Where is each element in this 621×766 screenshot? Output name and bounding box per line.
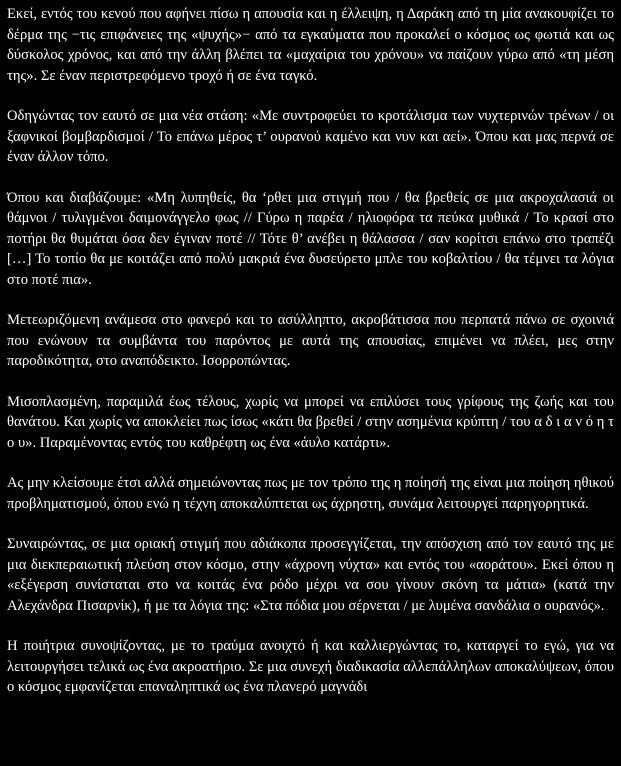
paragraph-2: Οδηγώντας τον εαυτό σε μια νέα στάση: «Με συντροφεύει το κροτάλισμα των νυχτερινών τρένων / οι ξαφνικοί βομβαρδισμοί / Το επάνω μέρος τ’ ουρανού καμένο και νυν και αεί». Όπου και μας περνά σε έναν άλλον τόπο. [7,108,614,165]
paragraph-3: Όπου και διαβάζουμε: «Μη λυπηθείς, θα ‘ρθει μια στιγμή που / θα βρεθείς σε μια ακροχαλασιά οι θάμνοι / τυλιγμένοι δαιμονάγγελο φως // Γύρω η παρέα / ηλιοφόρα τα πεύκα μυθικά / Το κρασί στο ποτήρι θα θυμάται όσα δεν έγιναν ποτέ // Τότε θ’ ανέβει η θάλασσα / σαν κορίτσι επάνω στο τραπέζι […] Το τοπίο θα με κοιτάζει από πολύ μακριά ένα δυσεύρετο μπλε του κοβαλτίου / θα τέμνει τα λόγια στο ποτέ πια». [7,189,614,288]
paragraph-7: Συναιρώντας, σε μια οριακή στιγμή που αδιάκοπα προσεγγίζεται, την απόσχιση από τον εαυτό της με μια διεκπεραιωτική πλεύση στον κόσμο, στην «άχρονη νύχτα» και εντός του «αοράτου». Εκεί όπου η «εξέγερση συνίσταται στο να κοιτάς ένα ρόδο μέχρι να σου γίνουν σκόνη τα μάτια» (κατά την Αλεχάνδρα Πισαρνίκ), ή με τα λόγια της: «Στα πόδια μου σέρνεται / με λυμένα σανδάλια ο ουρανός». [7,536,614,614]
paragraph-5: Μισοπλασμένη, παραμιλά έως τέλους, χωρίς να μπορεί να επιλύσει τους γρίφους της ζωής και του θανάτου. Και χωρίς να αποκλείει πως ίσως «κάτι θα βρεθεί / στην ασημένια κρύπτη / του α δ ι α ν ό η τ ο υ». Παραμένοντας εντός του καθρέφτη ως ένα «άυλο κατάρτι». [7,393,614,451]
paragraph-8: Η ποιήτρια συνοψίζοντας, με το τραύμα ανοιχτό ή και καλλιεργώντας το, καταργεί το εγώ, για να λειτουργήσει τελικά ως ένα ακροατήριο. Σε μια συνεχή διαδικασία αλλεπάλληλων αποκαλύψεων, όπου ο κόσμος εμφανίζεται επαναληπτικά ως ένα πλανερό μαγνάδι [7,638,614,695]
paragraph-6: Ας μην κλείσουμε έτσι αλλά σημειώνοντας πως με τον τρόπο της η ποίησή της είναι μια ποίηση ηθικού προβληματισμού, όπου ενώ η τέχνη αποκαλύπτεται ως άχρηστη, συνάμα λειτουργεί παρηγορητικά. [7,475,614,512]
paragraph-1: Εκεί, εντός του κενού που αφήνει πίσω η απουσία και η έλλειψη, η Δαράκη από τη μία ανακουφίζει το δέρμα της −τις επιφάνειες της «ψυχής»− από τα εγκαύματα που προκαλεί ο κόσμος ως φωτιά και ως δύσκολος χρόνος, και από την άλλη βλέπει τα «μαχαίρια του χρόνου» να παίζουν γύρω από «τη μέση της». Σε έναν περιστρεφόμενο τροχό ή σε ένα ταγκό. [7,6,614,84]
paragraph-4: Μετεωριζόμενη ανάμεσα στο φανερό και το ασύλληπτο, ακροβάτισσα που περπατά πάνω σε σχοινιά που ενώνουν τα συμβάντα του παρόντος με αυτά της απουσίας, επιμένει να πλέει, μες στην παροδικότητα, στο αναπόδεικτο. Ισορροπώντας. [7,312,614,369]
